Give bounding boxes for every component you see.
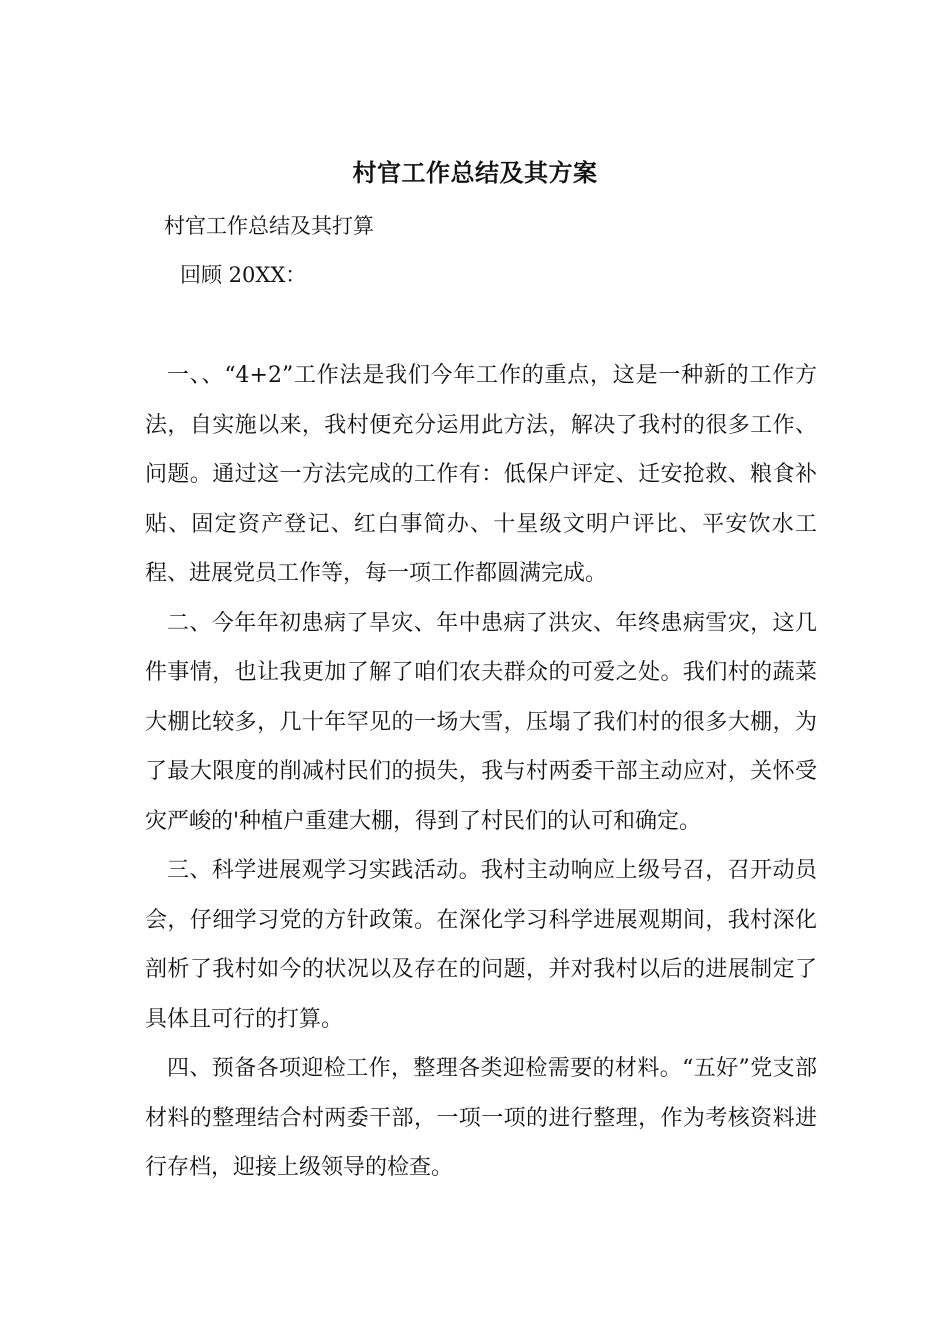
document-subtitle: 村官工作总结及其打算: [164, 214, 374, 238]
paragraph-3: 三、科学进展观学习实践活动。我村主动响应上级号召，召开动员会，仔细学习党的方针政策。在深化学习科学进展观期间，我村深化剖析了我村如今的状况以及存在的问题，并对我村以后的进展制定了具体且可行的打算。: [145, 858, 817, 1032]
document-body: [145, 351, 817, 1193]
review-heading: 回顾 20XX：: [180, 263, 307, 287]
paragraph-4: 四、预备各项迎检工作，整理各类迎检需要的材料。“五好”党支部材料的整理结合村两委干部，一项一项的进行整理，作为考核资料进行存档，迎接上级领导的检查。: [145, 1056, 817, 1180]
document-title: 村官工作总结及其方案: [352, 158, 598, 187]
paragraph-1: 一、、“4+2”工作法是我们今年工作的重点，这是一种新的工作方法，自实施以来，我村便充分运用此方法，解决了我村的很多工作、问题。通过这一方法完成的工作有：低保户评定、迁安抢救、粮食补贴、固定资产登记、红白事简办、十星级文明户评比、平安饮水工程、进展党员工作等，每一项工作都圆满完成。: [145, 363, 817, 586]
paragraph-2: 二、今年年初患病了旱灾、年中患病了洪灾、年终患病雪灾，这几件事情，也让我更加了解了咱们农夫群众的可爱之处。我们村的蔬菜大棚比较多，几十年罕见的一场大雪，压塌了我们村的很多大棚，为了最大限度的削减村民们的损失，我与村两委干部主动应对，关怀受灾严峻的'种植户重建大棚，得到了村民们的认可和确定。: [145, 610, 817, 834]
